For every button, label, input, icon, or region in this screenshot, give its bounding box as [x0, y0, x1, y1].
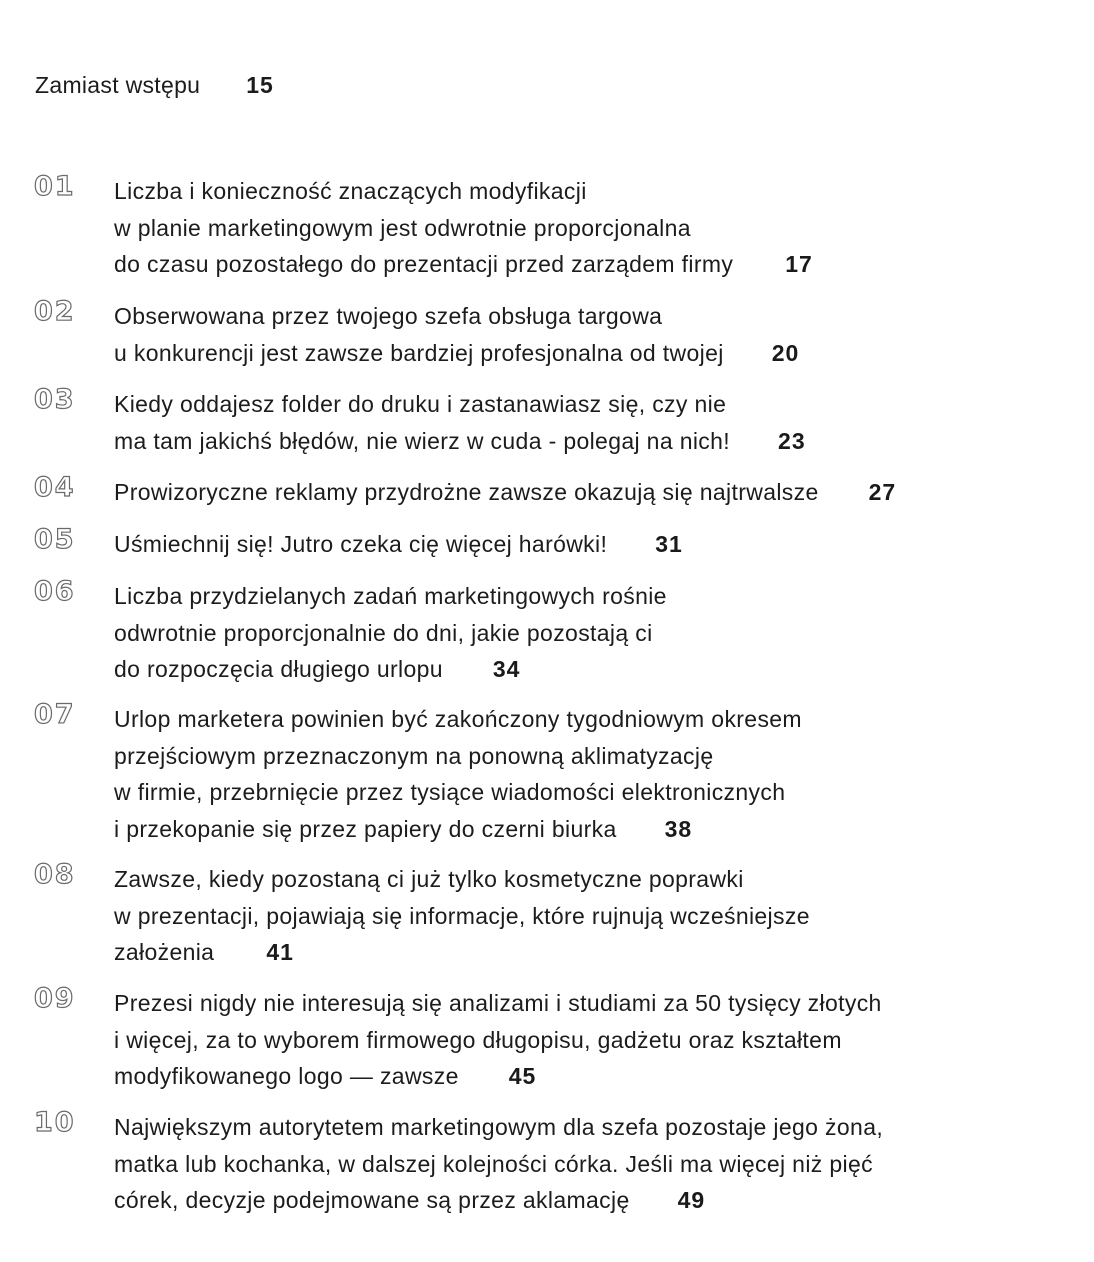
chapter-title-line: Prowizoryczne reklamy przydrożne zawsze okazują się najtrwalsze — [114, 479, 819, 505]
chapter-title-line: ma tam jakichś błędów, nie wierz w cuda - polegaj na nich! — [114, 427, 731, 454]
chapter-title-line: w planie marketingowym jest odwrotnie proporcjonalna — [114, 214, 691, 241]
chapter-number: 06 — [34, 576, 76, 607]
chapter-title-line: i więcej, za to wyborem firmowego długopisu, gadżetu oraz kształtem — [114, 1026, 842, 1053]
chapter-title-line: Zawsze, kiedy pozostaną ci już tylko kosmetyczne poprawki — [114, 866, 744, 892]
chapter-title — [114, 861, 810, 971]
intro-title: Zamiast wstępu — [35, 72, 201, 98]
chapter-number: 01 — [34, 171, 76, 202]
chapter-title-line: modyfikowanego logo — zawsze — [114, 1063, 459, 1089]
chapter-title — [114, 298, 799, 371]
chapter-number: 07 — [34, 699, 76, 730]
chapter-title-line: Liczba i konieczność znaczących modyfikacji — [114, 178, 587, 204]
chapter-title-line: Obserwowana przez twojego szefa obsługa targowa — [114, 303, 663, 329]
chapter-title-line: córek, decyzje podejmowane są przez aklamację — [114, 1187, 630, 1213]
chapter-number: 09 — [34, 983, 76, 1014]
chapter-title-line: Liczba przydzielanych zadań marketingowych rośnie — [114, 583, 667, 609]
chapter-page-number: 38 — [664, 815, 693, 842]
chapter-number: 03 — [34, 384, 76, 415]
chapter-page-number: 34 — [492, 656, 521, 682]
chapter-number: 02 — [34, 296, 76, 327]
chapter-title-line: Uśmiechnij się! Jutro czeka cię więcej harówki! — [114, 531, 608, 557]
chapter-page-number: 20 — [771, 339, 800, 366]
chapter-number: 05 — [34, 524, 76, 555]
chapter-title-line: i przekopanie się przez papiery do czerni biurka — [114, 815, 617, 842]
chapter-title-line: w prezentacji, pojawiają się informacje, które rujnują wcześniejsze — [114, 902, 810, 929]
chapter-title — [114, 701, 802, 847]
chapter-title-line: do rozpoczęcia długiego urlopu — [114, 656, 443, 682]
toc-intro-entry — [35, 72, 274, 99]
chapter-page-number: 17 — [785, 251, 813, 277]
chapter-page-number: 23 — [778, 427, 806, 454]
chapter-title-line: do czasu pozostałego do prezentacji przed zarządem firmy — [114, 251, 734, 277]
chapter-title — [114, 985, 882, 1095]
chapter-title-line: Prezesi nigdy nie interesują się analizami i studiami za 50 tysięcy złotych — [114, 990, 882, 1016]
chapter-title-line: Urlop marketera powinien być zakończony tygodniowym okresem — [114, 706, 802, 732]
chapter-number: 08 — [34, 859, 76, 890]
chapter-page-number: 45 — [508, 1063, 537, 1089]
chapter-title-line: matka lub kochanka, w dalszej kolejności córka. Jeśli ma więcej niż pięć — [114, 1150, 873, 1177]
intro-page-number: 15 — [246, 72, 274, 98]
chapter-title — [114, 386, 806, 459]
chapter-page-number: 27 — [868, 479, 897, 505]
chapter-title-line: Kiedy oddajesz folder do druku i zastanawiasz się, czy nie — [114, 391, 727, 417]
chapter-title — [114, 173, 813, 283]
chapter-title-line: przejściowym przeznaczonym na ponowną aklimatyzację — [114, 742, 714, 769]
chapter-title — [114, 474, 896, 511]
chapter-title — [114, 578, 667, 688]
chapter-title — [114, 526, 683, 563]
chapter-page-number: 49 — [677, 1187, 706, 1213]
chapter-title-line: założenia — [114, 939, 215, 965]
chapter-title-line: Największym autorytetem marketingowym dla szefa pozostaje jego żona, — [114, 1114, 884, 1140]
chapter-number: 10 — [34, 1107, 76, 1138]
chapter-number: 04 — [34, 472, 76, 503]
chapter-title — [114, 1109, 883, 1219]
chapter-title-line: odwrotnie proporcjonalnie do dni, jakie pozostają ci — [114, 619, 653, 646]
chapter-page-number: 41 — [266, 939, 294, 965]
chapter-title-line: w firmie, przebrnięcie przez tysiące wiadomości elektronicznych — [114, 779, 786, 805]
chapter-title-line: u konkurencji jest zawsze bardziej profesjonalna od twojej — [114, 339, 724, 366]
chapter-page-number: 31 — [655, 531, 683, 557]
